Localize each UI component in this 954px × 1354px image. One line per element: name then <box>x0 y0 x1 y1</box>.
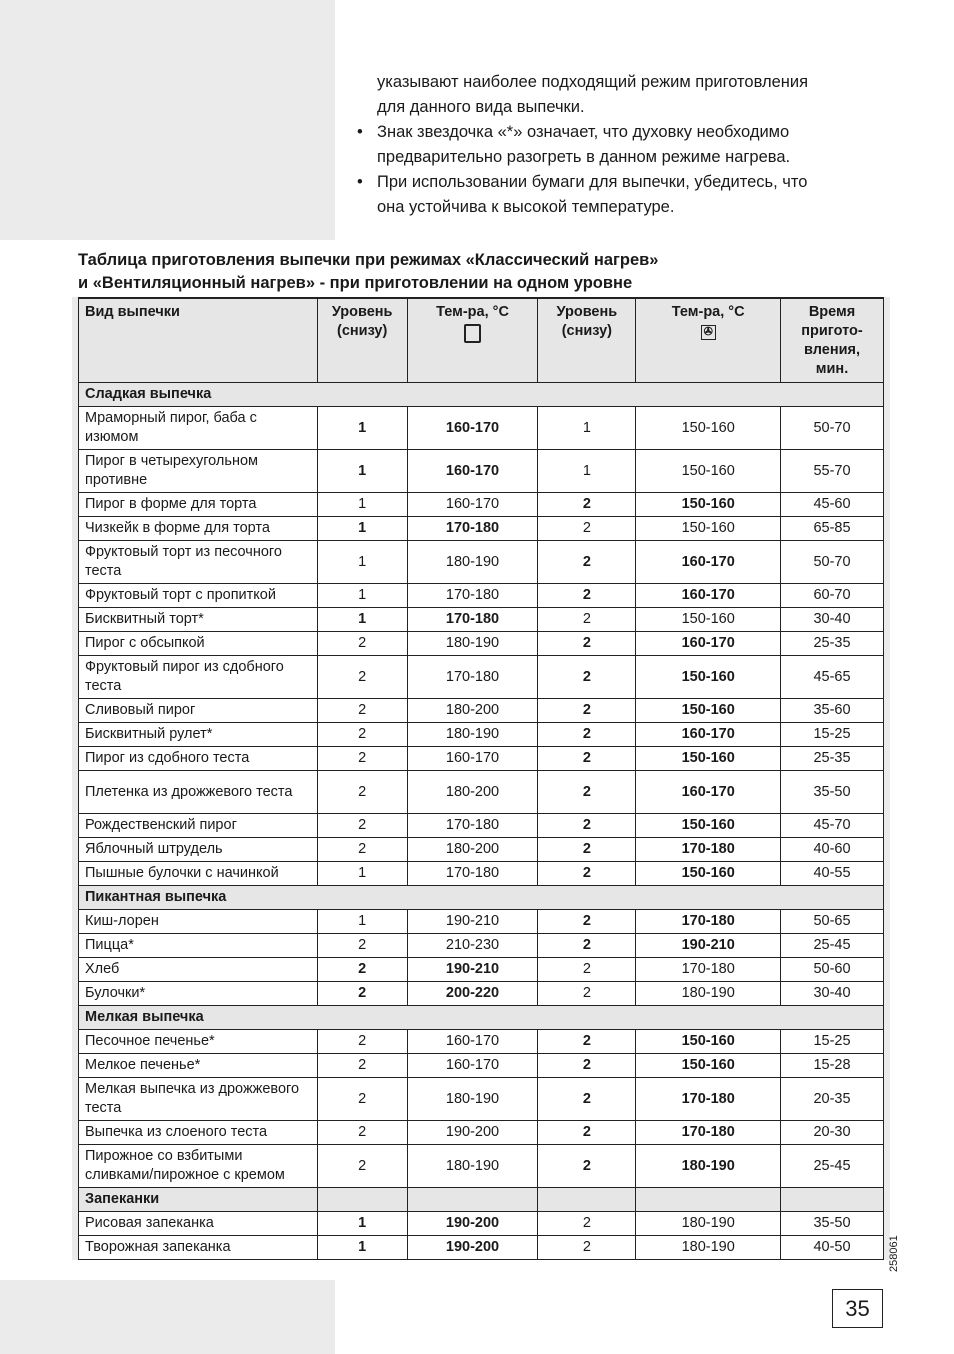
table-title <box>78 249 658 295</box>
pastry-name: Творожная запеканка <box>79 1236 318 1260</box>
level-fan: 1 <box>538 407 636 450</box>
level-conventional: 1 <box>317 584 407 608</box>
table-row <box>79 608 884 632</box>
temp-conventional: 180-200 <box>407 838 538 862</box>
table-row <box>79 1121 884 1145</box>
page-number: 35 <box>832 1289 883 1328</box>
table-row <box>79 450 884 493</box>
section-title: Сладкая выпечка <box>79 383 884 407</box>
temp-conventional: 180-190 <box>407 1145 538 1188</box>
intro-text: она устойчива к высокой температуре. <box>377 198 675 216</box>
level-conventional: 2 <box>317 723 407 747</box>
temp-fan: 150-160 <box>636 608 781 632</box>
table-row <box>79 910 884 934</box>
temp-fan: 150-160 <box>636 656 781 699</box>
cooking-time: 20-30 <box>781 1121 884 1145</box>
temp-conventional: 200-220 <box>407 982 538 1006</box>
temp-conventional: 170-180 <box>407 814 538 838</box>
level-fan: 2 <box>538 517 636 541</box>
table-row <box>79 656 884 699</box>
temp-conventional: 160-170 <box>407 450 538 493</box>
temp-fan: 160-170 <box>636 771 781 814</box>
temp-fan: 190-210 <box>636 934 781 958</box>
level-fan: 2 <box>538 541 636 584</box>
table-title-line: и «Вентиляционный нагрев» - при приготовлении на одном уровне <box>78 274 633 292</box>
temp-conventional: 170-180 <box>407 656 538 699</box>
level-conventional: 1 <box>317 407 407 450</box>
intro-text: предварительно разогреть в данном режиме нагрева. <box>377 148 791 166</box>
level-conventional: 1 <box>317 1212 407 1236</box>
intro-text: При использовании бумаги для выпечки, убедитесь, что <box>377 173 808 191</box>
empty-cell <box>317 1188 407 1212</box>
table-row <box>79 814 884 838</box>
pastry-name: Фруктовый торт с пропиткой <box>79 584 318 608</box>
temp-fan: 150-160 <box>636 493 781 517</box>
cooking-time: 25-35 <box>781 747 884 771</box>
temp-fan: 180-190 <box>636 1145 781 1188</box>
level-fan: 2 <box>538 1145 636 1188</box>
intro-text: указывают наиболее подходящий режим приготовления <box>377 73 809 91</box>
temp-conventional: 170-180 <box>407 608 538 632</box>
temp-fan: 150-160 <box>636 450 781 493</box>
header-level-conventional: Уровень (снизу) <box>317 298 407 383</box>
cooking-time: 65-85 <box>781 517 884 541</box>
temp-fan: 180-190 <box>636 1236 781 1260</box>
temp-conventional: 190-210 <box>407 958 538 982</box>
header-temp-label: Тем-ра, °C <box>436 304 509 320</box>
cooking-time: 30-40 <box>781 608 884 632</box>
level-fan: 2 <box>538 771 636 814</box>
pastry-name: Песочное печенье* <box>79 1030 318 1054</box>
level-fan: 2 <box>538 1212 636 1236</box>
temp-fan: 160-170 <box>636 723 781 747</box>
level-fan: 2 <box>538 862 636 886</box>
section-header-row <box>79 1006 884 1030</box>
temp-conventional: 180-190 <box>407 1078 538 1121</box>
pastry-name: Хлеб <box>79 958 318 982</box>
level-fan: 2 <box>538 632 636 656</box>
table-row <box>79 541 884 584</box>
level-fan: 2 <box>538 747 636 771</box>
temp-fan: 150-160 <box>636 1030 781 1054</box>
cooking-time: 50-70 <box>781 541 884 584</box>
table-row <box>79 1078 884 1121</box>
temp-fan: 170-180 <box>636 838 781 862</box>
table-title-line: Таблица приготовления выпечки при режимах «Классический нагрев» <box>78 251 659 269</box>
table-row <box>79 632 884 656</box>
cooking-time: 45-60 <box>781 493 884 517</box>
temp-conventional: 160-170 <box>407 493 538 517</box>
level-fan: 2 <box>538 1121 636 1145</box>
temp-fan: 150-160 <box>636 699 781 723</box>
level-conventional: 1 <box>317 910 407 934</box>
level-conventional: 1 <box>317 493 407 517</box>
temp-fan: 180-190 <box>636 1212 781 1236</box>
temp-conventional: 190-210 <box>407 910 538 934</box>
table-row <box>79 934 884 958</box>
pastry-name: Чизкейк в форме для торта <box>79 517 318 541</box>
level-conventional: 2 <box>317 838 407 862</box>
intro-line <box>357 170 877 195</box>
level-conventional: 2 <box>317 699 407 723</box>
pastry-name: Сливовый пирог <box>79 699 318 723</box>
cooking-time: 35-50 <box>781 771 884 814</box>
table-row <box>79 771 884 814</box>
table-row <box>79 407 884 450</box>
table-row <box>79 982 884 1006</box>
table-row <box>79 958 884 982</box>
temp-fan: 170-180 <box>636 1121 781 1145</box>
cooking-time: 45-70 <box>781 814 884 838</box>
cooking-time: 35-50 <box>781 1212 884 1236</box>
temp-fan: 170-180 <box>636 1078 781 1121</box>
fan-heat-icon: ✇ <box>701 325 716 340</box>
cooking-time: 25-35 <box>781 632 884 656</box>
table-row <box>79 1212 884 1236</box>
section-title: Пикантная выпечка <box>79 886 884 910</box>
section-header-row <box>79 383 884 407</box>
level-fan: 2 <box>538 608 636 632</box>
pastry-name: Фруктовый торт из песочного теста <box>79 541 318 584</box>
temp-fan: 150-160 <box>636 407 781 450</box>
level-conventional: 1 <box>317 862 407 886</box>
header-temp-label: Тем-ра, °C <box>671 304 745 320</box>
table-header-row <box>79 298 884 383</box>
level-conventional: 1 <box>317 608 407 632</box>
level-fan: 2 <box>538 1236 636 1260</box>
pastry-name: Булочки* <box>79 982 318 1006</box>
conventional-heat-icon <box>464 324 481 343</box>
temp-fan: 180-190 <box>636 982 781 1006</box>
cooking-time: 35-60 <box>781 699 884 723</box>
baking-table-wrapper <box>72 297 890 1260</box>
header-name: Вид выпечки <box>79 298 318 383</box>
pastry-name: Пицца* <box>79 934 318 958</box>
temp-conventional: 210-230 <box>407 934 538 958</box>
table-row <box>79 699 884 723</box>
temp-fan: 150-160 <box>636 1054 781 1078</box>
section-title: Запеканки <box>79 1188 318 1212</box>
temp-conventional: 180-200 <box>407 699 538 723</box>
level-conventional: 2 <box>317 1054 407 1078</box>
level-conventional: 2 <box>317 934 407 958</box>
temp-conventional: 170-180 <box>407 517 538 541</box>
level-conventional: 2 <box>317 1121 407 1145</box>
temp-conventional: 180-190 <box>407 541 538 584</box>
pastry-name: Выпечка из слоеного теста <box>79 1121 318 1145</box>
table-row <box>79 584 884 608</box>
cooking-time: 30-40 <box>781 982 884 1006</box>
level-conventional: 2 <box>317 1030 407 1054</box>
level-conventional: 2 <box>317 958 407 982</box>
cooking-time: 25-45 <box>781 1145 884 1188</box>
cooking-time: 40-50 <box>781 1236 884 1260</box>
temp-conventional: 160-170 <box>407 407 538 450</box>
gray-margin-panel <box>0 1280 335 1354</box>
intro-notes <box>357 70 877 220</box>
table-row <box>79 517 884 541</box>
cooking-time: 45-65 <box>781 656 884 699</box>
temp-conventional: 180-190 <box>407 632 538 656</box>
pastry-name: Киш-лорен <box>79 910 318 934</box>
header-time: Время пригото-вления, мин. <box>781 298 884 383</box>
intro-text: Знак звездочка «*» означает, что духовку необходимо <box>377 123 790 141</box>
level-conventional: 1 <box>317 450 407 493</box>
level-fan: 2 <box>538 723 636 747</box>
pastry-name: Бисквитный рулет* <box>79 723 318 747</box>
pastry-name: Бисквитный торт* <box>79 608 318 632</box>
level-conventional: 2 <box>317 1078 407 1121</box>
table-row <box>79 1236 884 1260</box>
cooking-time: 15-25 <box>781 723 884 747</box>
level-fan: 2 <box>538 934 636 958</box>
level-conventional: 2 <box>317 771 407 814</box>
intro-line <box>357 95 877 120</box>
cooking-time: 50-70 <box>781 407 884 450</box>
intro-line <box>357 145 877 170</box>
temp-conventional: 180-200 <box>407 771 538 814</box>
level-fan: 2 <box>538 838 636 862</box>
temp-conventional: 190-200 <box>407 1121 538 1145</box>
level-conventional: 2 <box>317 747 407 771</box>
intro-text: для данного вида выпечки. <box>377 98 585 116</box>
level-fan: 2 <box>538 584 636 608</box>
cooking-time: 15-28 <box>781 1054 884 1078</box>
temp-conventional: 160-170 <box>407 1054 538 1078</box>
cooking-time: 60-70 <box>781 584 884 608</box>
cooking-time: 40-60 <box>781 838 884 862</box>
temp-fan: 160-170 <box>636 632 781 656</box>
temp-conventional: 170-180 <box>407 862 538 886</box>
level-conventional: 1 <box>317 517 407 541</box>
level-fan: 2 <box>538 814 636 838</box>
temp-conventional: 190-200 <box>407 1236 538 1260</box>
cooking-time: 50-65 <box>781 910 884 934</box>
empty-cell <box>538 1188 636 1212</box>
empty-cell <box>407 1188 538 1212</box>
level-fan: 2 <box>538 699 636 723</box>
level-conventional: 2 <box>317 632 407 656</box>
pastry-name: Плетенка из дрожжевого теста <box>79 771 318 814</box>
level-conventional: 2 <box>317 814 407 838</box>
section-header-row <box>79 886 884 910</box>
header-temp-conventional <box>407 298 538 383</box>
pastry-name: Яблочный штрудель <box>79 838 318 862</box>
empty-cell <box>781 1188 884 1212</box>
table-row <box>79 1145 884 1188</box>
cooking-time: 50-60 <box>781 958 884 982</box>
level-fan: 1 <box>538 450 636 493</box>
pastry-name: Пирог в четырехугольном противне <box>79 450 318 493</box>
level-conventional: 2 <box>317 982 407 1006</box>
temp-fan: 170-180 <box>636 910 781 934</box>
level-fan: 2 <box>538 958 636 982</box>
temp-conventional: 190-200 <box>407 1212 538 1236</box>
pastry-name: Фруктовый пирог из сдобного теста <box>79 656 318 699</box>
pastry-name: Пирожное со взбитыми сливками/пирожное с кремом <box>79 1145 318 1188</box>
table-row <box>79 838 884 862</box>
pastry-name: Мелкая выпечка из дрожжевого теста <box>79 1078 318 1121</box>
intro-line <box>357 195 877 220</box>
level-fan: 2 <box>538 910 636 934</box>
temp-fan: 170-180 <box>636 958 781 982</box>
pastry-name: Рождественский пирог <box>79 814 318 838</box>
cooking-time: 55-70 <box>781 450 884 493</box>
intro-line <box>357 70 877 95</box>
level-conventional: 1 <box>317 541 407 584</box>
bullet-marker: • <box>357 173 363 191</box>
baking-table <box>78 297 884 1260</box>
table-row <box>79 1054 884 1078</box>
gray-margin-panel <box>0 0 335 240</box>
pastry-name: Пышные булочки с начинкой <box>79 862 318 886</box>
level-fan: 2 <box>538 1054 636 1078</box>
temp-fan: 150-160 <box>636 747 781 771</box>
temp-fan: 150-160 <box>636 862 781 886</box>
level-fan: 2 <box>538 982 636 1006</box>
pastry-name: Мраморный пирог, баба с изюмом <box>79 407 318 450</box>
level-fan: 2 <box>538 493 636 517</box>
level-fan: 2 <box>538 656 636 699</box>
header-temp-fan <box>636 298 781 383</box>
header-level-fan: Уровень (снизу) <box>538 298 636 383</box>
bullet-marker: • <box>357 123 363 141</box>
temp-conventional: 170-180 <box>407 584 538 608</box>
temp-fan: 150-160 <box>636 517 781 541</box>
table-row <box>79 723 884 747</box>
cooking-time: 25-45 <box>781 934 884 958</box>
pastry-name: Рисовая запеканка <box>79 1212 318 1236</box>
cooking-time: 20-35 <box>781 1078 884 1121</box>
table-row <box>79 747 884 771</box>
table-row <box>79 493 884 517</box>
temp-fan: 150-160 <box>636 814 781 838</box>
intro-line <box>357 120 877 145</box>
pastry-name: Мелкое печенье* <box>79 1054 318 1078</box>
section-title: Мелкая выпечка <box>79 1006 884 1030</box>
document-code: 258061 <box>888 1235 900 1272</box>
temp-conventional: 160-170 <box>407 747 538 771</box>
level-fan: 2 <box>538 1078 636 1121</box>
table-row <box>79 1030 884 1054</box>
temp-fan: 160-170 <box>636 584 781 608</box>
cooking-time: 40-55 <box>781 862 884 886</box>
level-conventional: 2 <box>317 656 407 699</box>
temp-fan: 160-170 <box>636 541 781 584</box>
pastry-name: Пирог с обсыпкой <box>79 632 318 656</box>
level-conventional: 1 <box>317 1236 407 1260</box>
section-header-row <box>79 1188 884 1212</box>
temp-conventional: 180-190 <box>407 723 538 747</box>
table-row <box>79 862 884 886</box>
cooking-time: 15-25 <box>781 1030 884 1054</box>
empty-cell <box>636 1188 781 1212</box>
level-conventional: 2 <box>317 1145 407 1188</box>
level-fan: 2 <box>538 1030 636 1054</box>
pastry-name: Пирог в форме для торта <box>79 493 318 517</box>
pastry-name: Пирог из сдобного теста <box>79 747 318 771</box>
temp-conventional: 160-170 <box>407 1030 538 1054</box>
